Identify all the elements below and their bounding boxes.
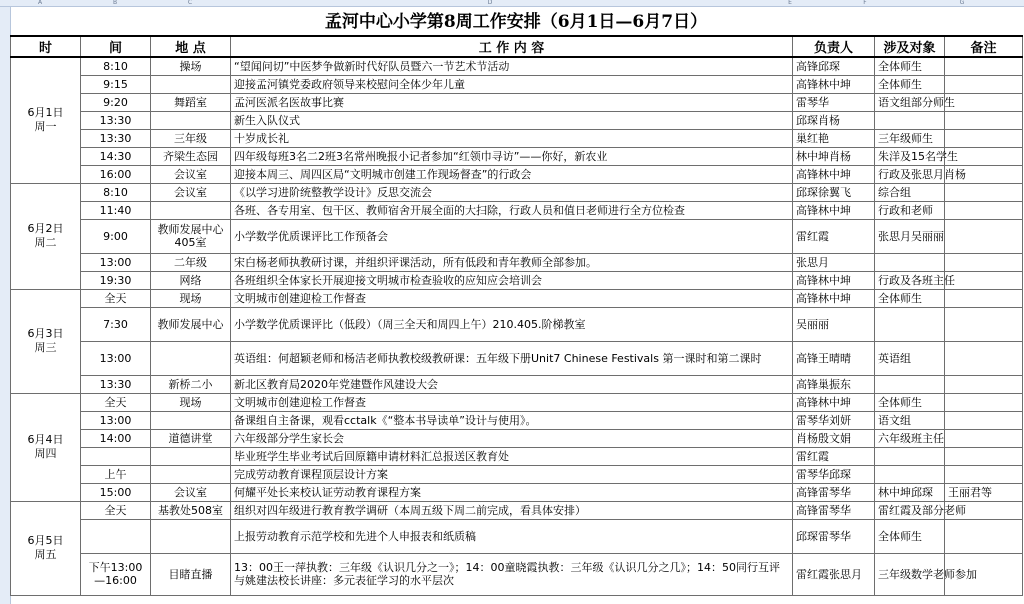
note-cell[interactable]	[945, 271, 1023, 289]
table-row	[11, 553, 1023, 595]
owner-cell[interactable]: 高锋林中坤	[793, 393, 875, 411]
header-note: 备注	[945, 36, 1023, 57]
note-cell[interactable]	[945, 519, 1023, 553]
time-cell[interactable]	[81, 519, 151, 553]
time-cell[interactable]: 13:30	[81, 129, 151, 147]
time-cell[interactable]: 11:40	[81, 201, 151, 219]
note-cell[interactable]	[945, 93, 1023, 111]
place-cell[interactable]	[151, 519, 231, 553]
place-cell[interactable]: 操场	[151, 57, 231, 75]
target-cell[interactable]: 六年级班主任	[875, 429, 945, 447]
owner-cell[interactable]: 巢红艳	[793, 129, 875, 147]
place-cell[interactable]	[151, 111, 231, 129]
place-cell[interactable]	[151, 447, 231, 465]
place-cell[interactable]: 新桥二小	[151, 375, 231, 393]
note-cell[interactable]	[945, 307, 1023, 341]
note-cell[interactable]	[945, 219, 1023, 253]
owner-cell[interactable]: 邱琛雷琴华	[793, 519, 875, 553]
header-target: 涉及对象	[875, 36, 945, 57]
column-letter[interactable]: C	[187, 0, 193, 6]
content-cell[interactable]: 各班组织全体家长开展迎接文明城市检查验收的应知应会培训会	[231, 271, 793, 289]
owner-cell[interactable]: 高锋巢振东	[793, 375, 875, 393]
target-cell[interactable]: 行政及张思月肖杨	[875, 165, 945, 183]
table-row	[11, 253, 1023, 271]
target-cell[interactable]: 三年级数学老师参加	[875, 553, 945, 595]
owner-cell[interactable]: 雷琴华	[793, 93, 875, 111]
target-cell[interactable]: 全体师生	[875, 57, 945, 75]
time-cell[interactable]: 7:30	[81, 307, 151, 341]
note-cell[interactable]	[945, 465, 1023, 483]
target-cell[interactable]	[875, 307, 945, 341]
header-owner: 负责人	[793, 36, 875, 57]
owner-cell[interactable]: 高锋雷琴华	[793, 501, 875, 519]
target-cell[interactable]: 行政和老师	[875, 201, 945, 219]
content-cell[interactable]: 文明城市创建迎检工作督查	[231, 289, 793, 307]
header-content: 工 作 内 容	[231, 36, 793, 57]
content-cell[interactable]: 上报劳动教育示范学校和先进个人申报表和纸质稿	[231, 519, 793, 553]
target-cell[interactable]: 张思月吴丽丽	[875, 219, 945, 253]
note-cell[interactable]	[945, 447, 1023, 465]
table-row	[11, 307, 1023, 341]
place-cell[interactable]: 二年级	[151, 253, 231, 271]
content-cell[interactable]: “望闻问切”中医梦争做新时代好队员暨六一节艺术节活动	[231, 57, 793, 75]
place-cell[interactable]: 齐梁生态园	[151, 147, 231, 165]
note-cell[interactable]	[945, 201, 1023, 219]
time-cell[interactable]: 14:30	[81, 147, 151, 165]
place-cell[interactable]	[151, 75, 231, 93]
time-cell[interactable]: 9:15	[81, 75, 151, 93]
place-cell[interactable]: 目睹直播	[151, 553, 231, 595]
table-row	[11, 393, 1023, 411]
target-cell[interactable]: 语文组部分师生	[875, 93, 945, 111]
target-cell[interactable]	[875, 465, 945, 483]
target-cell[interactable]: 朱洋及15名学生	[875, 147, 945, 165]
schedule-table	[10, 35, 1023, 596]
time-cell[interactable]	[81, 447, 151, 465]
date-label: 6月5日	[27, 534, 64, 547]
column-letter[interactable]: G	[959, 0, 965, 6]
time-cell[interactable]: 13:00	[81, 411, 151, 429]
table-row	[11, 111, 1023, 129]
column-header-bar	[0, 0, 1024, 7]
owner-cell[interactable]: 邱琛徐翼飞	[793, 183, 875, 201]
weekday-label: 周五	[34, 548, 57, 561]
place-cell[interactable]: 网络	[151, 271, 231, 289]
owner-cell[interactable]: 肖杨殷文娟	[793, 429, 875, 447]
place-cell[interactable]: 现场	[151, 393, 231, 411]
owner-cell[interactable]: 雷琴华刘妍	[793, 411, 875, 429]
time-cell[interactable]: 13:00	[81, 253, 151, 271]
content-cell[interactable]: 文明城市创建迎检工作督查	[231, 393, 793, 411]
date-label: 6月1日	[27, 106, 64, 120]
column-letter[interactable]: F	[863, 0, 867, 6]
owner-cell[interactable]: 张思月	[793, 253, 875, 271]
place-cell[interactable]: 舞蹈室	[151, 93, 231, 111]
target-cell[interactable]: 行政及各班主任	[875, 271, 945, 289]
owner-cell[interactable]: 高锋林中坤	[793, 201, 875, 219]
target-cell[interactable]: 语文组	[875, 411, 945, 429]
target-cell[interactable]: 全体师生	[875, 519, 945, 553]
date-label: 6月2日	[27, 222, 64, 235]
date-cell	[11, 393, 81, 501]
owner-cell[interactable]: 高锋雷琴华	[793, 483, 875, 501]
target-cell[interactable]: 全体师生	[875, 75, 945, 93]
place-cell[interactable]: 教师发展中心	[151, 307, 231, 341]
target-cell[interactable]: 综合组	[875, 183, 945, 201]
target-cell[interactable]	[875, 111, 945, 129]
time-cell[interactable]: 上午	[81, 465, 151, 483]
time-cell[interactable]: 13:30	[81, 111, 151, 129]
note-cell[interactable]	[945, 57, 1023, 75]
time-cell[interactable]: 9:20	[81, 93, 151, 111]
header-time-1: 时	[11, 36, 81, 57]
target-cell[interactable]: 雷红霞及部分老师	[875, 501, 945, 519]
content-cell[interactable]: 13：00王一萍执教：三年级《认识几分之一》；14：00童晓霞执教：三年级《认识几分之几》；14：50同行互评与姚建法校长讲座：多元表征学习的水平层次	[231, 553, 793, 595]
table-row	[11, 501, 1023, 519]
target-cell[interactable]: 全体师生	[875, 393, 945, 411]
note-cell[interactable]: 王丽君等	[945, 483, 1023, 501]
place-cell[interactable]	[151, 201, 231, 219]
table-row	[11, 219, 1023, 253]
note-cell[interactable]	[945, 129, 1023, 147]
time-cell[interactable]: 19:30	[81, 271, 151, 289]
content-cell[interactable]: 何耀平处长来校认证劳动教育课程方案	[231, 483, 793, 501]
note-cell[interactable]	[945, 289, 1023, 307]
target-cell[interactable]	[875, 253, 945, 271]
table-row	[11, 93, 1023, 111]
note-cell[interactable]	[945, 111, 1023, 129]
table-row	[11, 57, 1023, 75]
date-label: 6月4日	[27, 433, 64, 446]
table-row	[11, 465, 1023, 483]
owner-cell[interactable]: 高锋邱琛	[793, 57, 875, 75]
content-cell[interactable]: 迎接本周三、周四区局“文明城市创建工作现场督查”的行政会	[231, 165, 793, 183]
table-row	[11, 129, 1023, 147]
target-cell[interactable]: 林中坤邱琛	[875, 483, 945, 501]
date-cell	[11, 57, 81, 183]
time-cell[interactable]: 14:00	[81, 429, 151, 447]
content-cell[interactable]: 各班、各专用室、包干区、教师宿舍开展全面的大扫除，行政人员和值日老师进行全方位检查	[231, 201, 793, 219]
owner-cell[interactable]: 高锋林中坤	[793, 75, 875, 93]
place-cell[interactable]: 教师发展中心405室	[151, 219, 231, 253]
time-cell[interactable]: 全天	[81, 393, 151, 411]
table-row	[11, 75, 1023, 93]
note-cell[interactable]	[945, 75, 1023, 93]
target-cell[interactable]: 英语组	[875, 341, 945, 375]
column-letter[interactable]: E	[788, 0, 792, 6]
target-cell[interactable]: 全体师生	[875, 289, 945, 307]
time-cell[interactable]: 8:10	[81, 183, 151, 201]
note-cell[interactable]	[945, 253, 1023, 271]
note-cell[interactable]	[945, 183, 1023, 201]
time-cell[interactable]: 8:10	[81, 57, 151, 75]
weekday-label: 周二	[34, 236, 57, 249]
content-cell[interactable]: 备课组自主备课，观看cctalk《“整本书导读单”设计与使用》。	[231, 411, 793, 429]
table-row	[11, 165, 1023, 183]
content-cell[interactable]: 新北区教育局2020年党建暨作风建设大会	[231, 375, 793, 393]
note-cell[interactable]	[945, 411, 1023, 429]
spreadsheet-sheet	[0, 7, 1024, 604]
content-cell[interactable]: 迎接孟河镇党委政府领导来校慰问全体少年儿童	[231, 75, 793, 93]
table-row	[11, 375, 1023, 393]
place-cell[interactable]: 会议室	[151, 483, 231, 501]
content-cell[interactable]: 小学数学优质课评比（低段）（周三全天和周四上午）210.405.阶梯教室	[231, 307, 793, 341]
owner-cell[interactable]: 林中坤肖杨	[793, 147, 875, 165]
column-letter[interactable]: D	[487, 0, 493, 6]
table-row	[11, 201, 1023, 219]
note-cell[interactable]	[945, 375, 1023, 393]
owner-cell[interactable]: 高锋林中坤	[793, 289, 875, 307]
place-cell[interactable]: 现场	[151, 289, 231, 307]
table-row	[11, 289, 1023, 307]
place-cell[interactable]: 会议室	[151, 183, 231, 201]
time-cell[interactable]: 13:30	[81, 375, 151, 393]
content-cell[interactable]: 《以学习进阶统整教学设计》反思交流会	[231, 183, 793, 201]
table-row	[11, 183, 1023, 201]
time-cell[interactable]: 9:00	[81, 219, 151, 253]
table-row	[11, 271, 1023, 289]
content-cell[interactable]: 小学数学优质课评比工作预备会	[231, 219, 793, 253]
owner-cell[interactable]: 吴丽丽	[793, 307, 875, 341]
time-cell[interactable]: 全天	[81, 289, 151, 307]
table-row	[11, 519, 1023, 553]
place-cell[interactable]	[151, 465, 231, 483]
target-cell[interactable]	[875, 375, 945, 393]
owner-cell[interactable]: 高锋王晴晴	[793, 341, 875, 375]
time-cell[interactable]: 下午13:00—16:00	[81, 553, 151, 595]
column-letter[interactable]: B	[112, 0, 118, 6]
place-cell[interactable]	[151, 411, 231, 429]
header-place: 地 点	[151, 36, 231, 57]
table-row	[11, 447, 1023, 465]
owner-cell[interactable]: 高锋林中坤	[793, 271, 875, 289]
owner-cell[interactable]: 雷红霞	[793, 219, 875, 253]
table-row	[11, 429, 1023, 447]
place-cell[interactable]: 三年级	[151, 129, 231, 147]
weekday-label: 周三	[34, 341, 57, 354]
content-cell[interactable]: 组织对四年级进行教育教学调研（本周五级下周二前完成，看具体安排）	[231, 501, 793, 519]
time-cell[interactable]: 13:00	[81, 341, 151, 375]
place-cell[interactable]: 会议室	[151, 165, 231, 183]
content-cell[interactable]: 毕业班学生毕业考试后回原籍申请材料汇总报送区教育处	[231, 447, 793, 465]
weekday-label: 周一	[34, 120, 57, 134]
note-cell[interactable]	[945, 429, 1023, 447]
content-cell[interactable]: 四年级每班3名二2班3名常州晚报小记者参加“红领巾寻访”——你好，新农业	[231, 147, 793, 165]
weekday-label: 周四	[34, 447, 57, 460]
owner-cell[interactable]: 高锋林中坤	[793, 165, 875, 183]
time-cell[interactable]: 15:00	[81, 483, 151, 501]
owner-cell[interactable]: 雷红霞张思月	[793, 553, 875, 595]
page-title: 孟河中心小学第8周工作安排（6月1日—6月7日）	[324, 12, 708, 32]
table-row	[11, 411, 1023, 429]
date-label: 6月3日	[27, 327, 64, 340]
content-cell[interactable]: 英语组：何超颖老师和杨洁老师执教校级教研课：五年级下册Unit7 Chinese Festivals 第一课时和第二课时	[231, 341, 793, 375]
time-cell[interactable]: 全天	[81, 501, 151, 519]
place-cell[interactable]: 基教处508室	[151, 501, 231, 519]
note-cell[interactable]	[945, 393, 1023, 411]
content-cell[interactable]: 新生入队仪式	[231, 111, 793, 129]
header-time-2: 间	[81, 36, 151, 57]
table-row	[11, 483, 1023, 501]
table-row	[11, 341, 1023, 375]
owner-cell[interactable]: 雷琴华邱琛	[793, 465, 875, 483]
target-cell[interactable]: 三年级师生	[875, 129, 945, 147]
content-cell[interactable]: 宋白杨老师执教研讨课，并组织评课活动，所有低段和青年教师全部参加。	[231, 253, 793, 271]
content-cell[interactable]: 完成劳动教育课程顶层设计方案	[231, 465, 793, 483]
time-cell[interactable]: 16:00	[81, 165, 151, 183]
note-cell[interactable]	[945, 341, 1023, 375]
content-cell[interactable]: 十岁成长礼	[231, 129, 793, 147]
content-cell[interactable]: 六年级部分学生家长会	[231, 429, 793, 447]
column-letter[interactable]: A	[37, 0, 43, 6]
place-cell[interactable]: 道德讲堂	[151, 429, 231, 447]
content-cell[interactable]: 孟河医派名医故事比赛	[231, 93, 793, 111]
date-cell	[11, 289, 81, 393]
date-cell	[11, 501, 81, 595]
owner-cell[interactable]: 邱琛肖杨	[793, 111, 875, 129]
date-cell	[11, 183, 81, 289]
place-cell[interactable]	[151, 341, 231, 375]
header-row	[11, 36, 1023, 57]
target-cell[interactable]	[875, 447, 945, 465]
owner-cell[interactable]: 雷红霞	[793, 447, 875, 465]
table-row	[11, 147, 1023, 165]
